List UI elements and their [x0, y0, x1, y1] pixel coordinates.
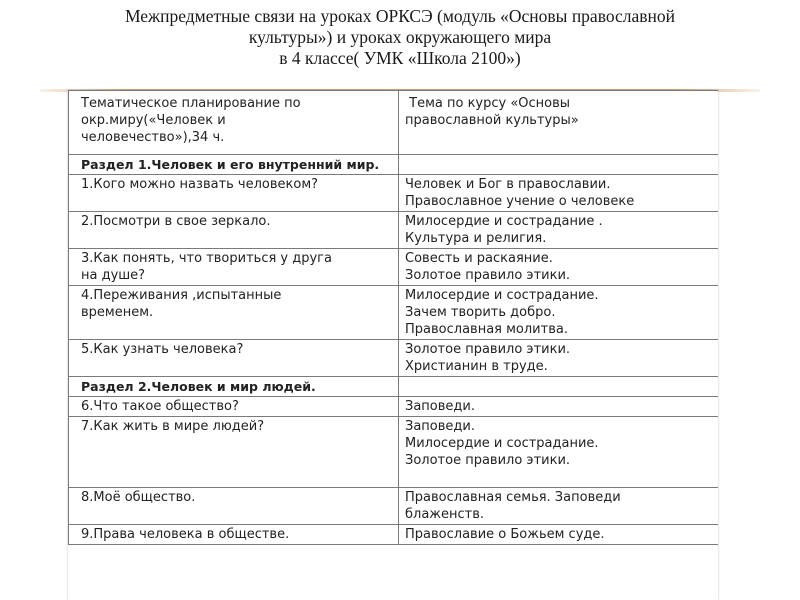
world-topic: 8.Моё общество.: [81, 490, 196, 505]
orkse-topic: Зачем творить добро.: [405, 305, 556, 320]
world-topic-cell: [69, 340, 399, 377]
world-topic: 1.Кого можно назвать человеком?: [81, 177, 319, 192]
world-topic: 6.Что такое общество?: [81, 399, 239, 414]
table-row: [69, 417, 719, 488]
world-topic: временем.: [81, 305, 154, 320]
orkse-topic: Золотое правило этики.: [405, 342, 571, 357]
world-topic-cell: [69, 488, 399, 525]
header-col2-line: православной культуры»: [405, 113, 579, 128]
table-row: [69, 249, 719, 286]
world-topic-cell: [69, 175, 399, 212]
orkse-topic: Православие о Божьем суде.: [405, 527, 605, 542]
header-col2-line: Тема по курсу «Основы: [405, 96, 571, 111]
world-topic: 3.Как понять, что твориться у друга: [81, 251, 332, 266]
table-row: [69, 488, 719, 525]
section-empty-cell: [399, 155, 719, 175]
title-line-1: Межпредметные связи на уроках ОРКСЭ (модуль «Основы православной: [124, 6, 676, 26]
orkse-topic-cell: [399, 212, 719, 249]
section-title: Раздел 1.Человек и его внутренний мир.: [69, 155, 399, 175]
header-col-world: [69, 91, 399, 155]
planning-table: [68, 90, 718, 545]
world-topic: 9.Права человека в обществе.: [81, 527, 290, 542]
orkse-topic-cell: [399, 525, 719, 545]
orkse-topic: Милосердие и сострадание .: [405, 214, 603, 229]
table-row: [69, 525, 719, 545]
table-header-row: [69, 91, 719, 155]
orkse-topic-cell: [399, 340, 719, 377]
world-topic: 7.Как жить в мире людей?: [81, 419, 265, 434]
header-col1-line: человечество»),34 ч.: [81, 130, 225, 145]
orkse-topic-cell: [399, 175, 719, 212]
world-topic-cell: [69, 212, 399, 249]
orkse-topic-cell: [399, 286, 719, 340]
title-line-3: в 4 классе( УМК «Школа 2100»): [279, 48, 521, 68]
section-row: [69, 377, 719, 397]
orkse-topic: блаженств.: [405, 507, 485, 522]
table-row: [69, 286, 719, 340]
planning-table-image: [68, 90, 718, 600]
world-topic-cell: [69, 525, 399, 545]
header-col1-line: Тематическое планирование по: [81, 96, 301, 111]
table-row: [69, 175, 719, 212]
world-topic: 4.Переживания ,испытанные: [81, 288, 282, 303]
table-row: [69, 212, 719, 249]
orkse-topic: Православная семья. Заповеди: [405, 490, 621, 505]
orkse-topic-cell: [399, 488, 719, 525]
world-topic-cell: [69, 397, 399, 417]
orkse-topic: Культура и религия.: [405, 231, 547, 246]
orkse-topic: Милосердие и сострадание.: [405, 288, 599, 303]
slide-title: [40, 6, 760, 69]
section-row: [69, 155, 719, 175]
orkse-topic: Православная молитва.: [405, 322, 568, 337]
table-row: [69, 340, 719, 377]
world-topic: на душе?: [81, 268, 146, 283]
orkse-topic: Совесть и раскаяние.: [405, 251, 553, 266]
table-row: [69, 397, 719, 417]
orkse-topic: Золотое правило этики.: [405, 268, 571, 283]
orkse-topic-cell: [399, 417, 719, 488]
orkse-topic: Заповеди.: [405, 399, 475, 414]
world-topic: 2.Посмотри в свое зеркало.: [81, 214, 271, 229]
header-col1-line: окр.миру(«Человек и: [81, 113, 226, 128]
orkse-topic: Золотое правило этики.: [405, 453, 571, 468]
orkse-topic: Православное учение о человеке: [405, 194, 635, 209]
section-title: Раздел 2.Человек и мир людей.: [69, 377, 399, 397]
orkse-topic: Заповеди.: [405, 419, 475, 434]
orkse-topic: Христианин в труде.: [405, 359, 548, 374]
world-topic: 5.Как узнать человека?: [81, 342, 244, 357]
orkse-topic-cell: [399, 249, 719, 286]
title-line-2: культуры») и уроках окружающего мира: [248, 27, 552, 47]
header-col-orkse: [399, 91, 719, 155]
world-topic-cell: [69, 417, 399, 488]
section-empty-cell: [399, 377, 719, 397]
world-topic-cell: [69, 249, 399, 286]
orkse-topic-cell: [399, 397, 719, 417]
orkse-topic: Человек и Бог в православии.: [405, 177, 611, 192]
world-topic-cell: [69, 286, 399, 340]
orkse-topic: Милосердие и сострадание.: [405, 436, 599, 451]
